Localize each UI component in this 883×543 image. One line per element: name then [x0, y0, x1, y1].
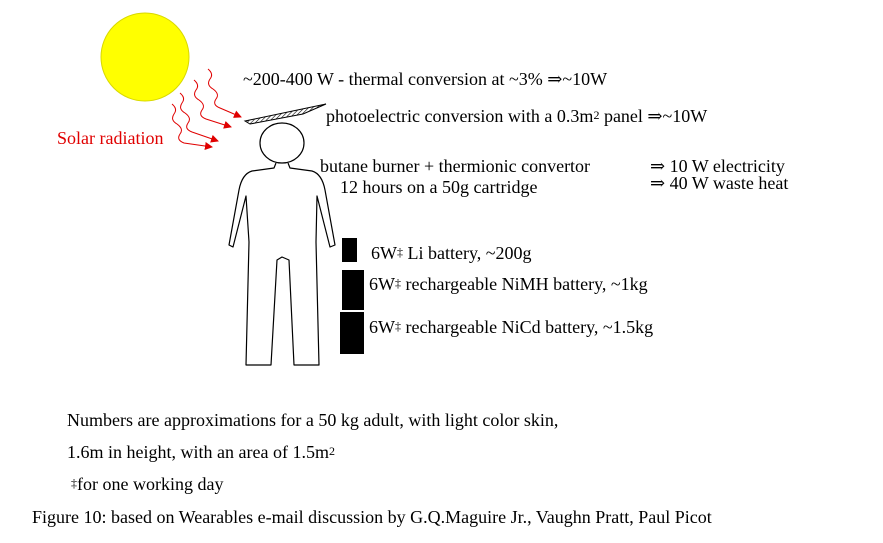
note-line-2: [67, 443, 335, 461]
photoelectric-conversion-label: [326, 107, 707, 125]
note-line-1: Numbers are approximations for a 50 kg adult, with light color skin,: [67, 410, 559, 430]
nicd-battery-block: [340, 312, 364, 354]
sun: [101, 13, 189, 101]
nimh-battery-block: [342, 270, 364, 310]
li-battery-block: [342, 238, 357, 262]
thermal-conversion-label: ~200-400 W - thermal conversion at ~3% ⇒~10W: [243, 69, 608, 89]
double-dagger-mark: ‡: [71, 476, 77, 490]
nimh-battery-power: 6W: [369, 274, 395, 294]
waste-heat-label: ⇒ 40 W waste heat: [650, 173, 789, 193]
butane-burner-label: butane burner + thermionic convertor: [320, 156, 591, 176]
figure-caption: Figure 10: based on Wearables e-mail discussion by G.Q.Maguire Jr., Vaughn Pratt, Paul Picot: [32, 507, 712, 527]
nimh-battery-desc: rechargeable NiMH battery, ~1kg: [401, 274, 648, 294]
nicd-battery-desc: rechargeable NiCd battery, ~1.5kg: [401, 317, 654, 337]
photoelectric-text: photoelectric conversion with a 0.3m: [326, 106, 594, 126]
double-dagger-mark: ‡: [395, 276, 401, 290]
solar-ray: [194, 80, 231, 127]
head: [260, 123, 304, 163]
photoelectric-result: panel ⇒~10W: [599, 106, 708, 126]
double-dagger-mark: ‡: [397, 245, 403, 259]
footnote: [71, 475, 223, 493]
solar-ray: [208, 69, 241, 117]
squared-superscript: 2: [328, 444, 335, 458]
squared-superscript: 2: [593, 108, 600, 122]
cartridge-duration-label: 12 hours on a 50g cartridge: [340, 177, 538, 197]
body-outline: [229, 163, 335, 365]
solar-ray: [172, 104, 212, 147]
nimh-battery-label: [369, 275, 648, 293]
solar-panel: [245, 104, 326, 124]
double-dagger-mark: ‡: [395, 319, 401, 333]
footnote-text: for one working day: [77, 474, 224, 494]
li-battery-label: [371, 244, 532, 262]
note-line-2-text: 1.6m in height, with an area of 1.5m: [67, 442, 329, 462]
nicd-battery-label: [369, 318, 653, 336]
nicd-battery-power: 6W: [369, 317, 395, 337]
electricity-output-label: ⇒ 10 W electricity: [650, 156, 785, 176]
li-battery-desc: Li battery, ~200g: [403, 243, 532, 263]
li-battery-power: 6W: [371, 243, 397, 263]
solar-radiation-label: Solar radiation: [57, 128, 164, 148]
